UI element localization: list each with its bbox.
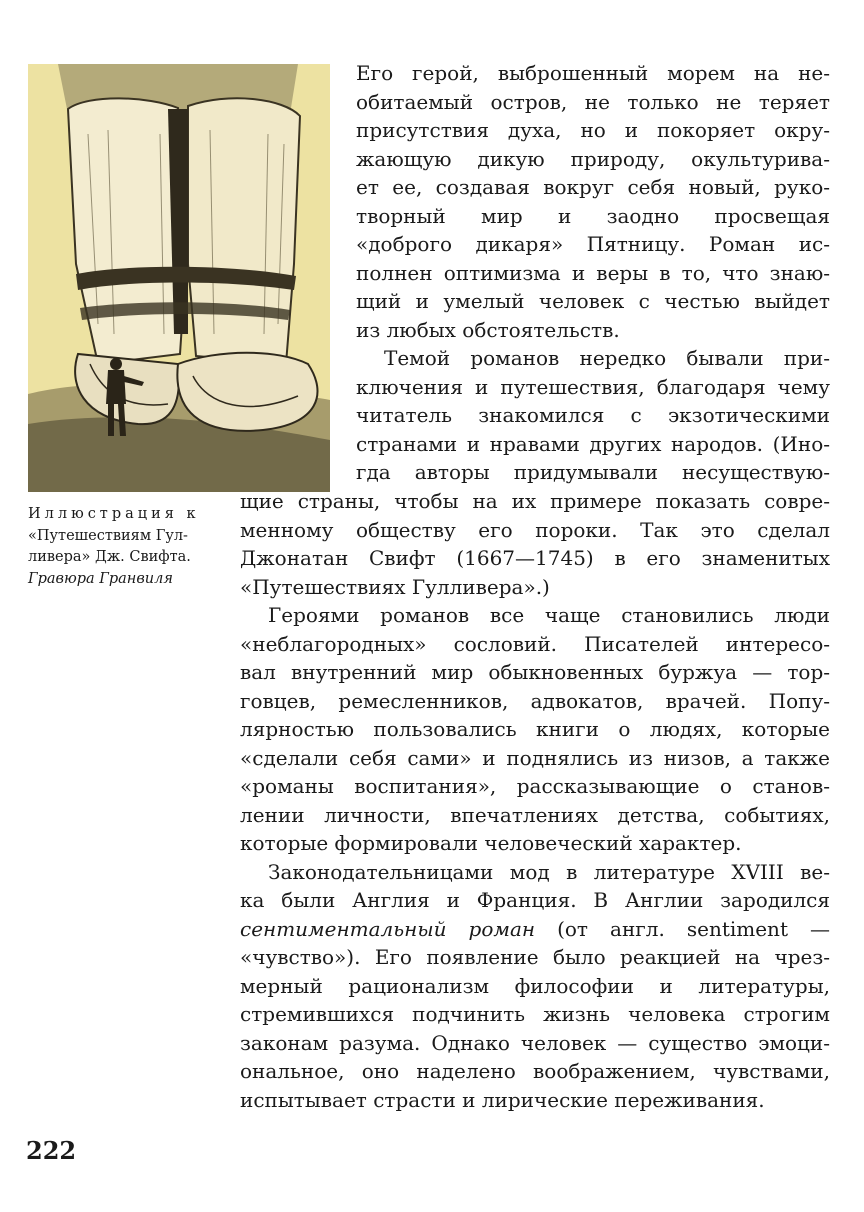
caption-line: «Путешествиям Гул- (28, 527, 188, 544)
text-line: «Путешествиях Гулливера».) (240, 574, 550, 599)
text-line: «доброго дикаря» Пятницу. Роман ис- (356, 232, 830, 256)
text-line: щий и умелый человек с честью выйдет (356, 289, 830, 313)
text-line: ональное, оно наделено воображением, чувствами, (240, 1059, 830, 1083)
text-line: «романы воспитания», рассказывающие о станов- (240, 774, 830, 798)
text-line: лении личности, впечатлениях детства, событиях, (240, 802, 830, 827)
text-line: щие страны, чтобы на их примере показать совре- (240, 489, 830, 513)
gulliver-illustration (28, 64, 330, 492)
text-line: творный мир и заодно просвещая (356, 203, 830, 228)
text-line: Его герой, выброшенный морем на не- (356, 61, 830, 85)
text-line: «чувство»). Его появление было реакцией на чрез- (240, 945, 830, 969)
text-line (240, 915, 830, 944)
text-line: «сделали себя сами» и поднялись из низов, а также (240, 745, 830, 770)
text-line: читатель знакомился с экзотическими (356, 403, 830, 427)
text-line: ет ее, создавая вокруг себя новый, руко- (356, 175, 830, 199)
text-line: ключения и путешествия, благодаря чему (356, 374, 830, 399)
text-line: Законодательницами мод в литературе XVIII ве- (268, 859, 830, 884)
text-line: из любых обстоятельств. (356, 317, 620, 342)
text-line: жающую дикую природу, окультурива- (356, 146, 830, 171)
body-text-full (240, 487, 830, 1114)
text-line: гда авторы придумывали несуществую- (356, 460, 830, 484)
text-line: испытывает страсти и лирические переживания. (240, 1087, 765, 1112)
caption-credit: Гравюра Гранвиля (28, 570, 173, 587)
caption-line: Иллюстрация к (28, 506, 200, 522)
illustration-caption (28, 504, 232, 590)
text-fragment: (от англ. sentiment — (535, 916, 830, 941)
text-line: менному обществу его пороки. Так это сделал (240, 517, 830, 542)
caption-line: ливера» Дж. Свифта. (28, 549, 191, 565)
italic-term: сентиментальный роман (240, 916, 536, 941)
text-line: мерный рационализм философии и литературы, (240, 973, 830, 998)
text-line: «неблагородных» сословий. Писателей интересо- (240, 631, 830, 656)
text-line: стремившихся подчинить жизнь человека строгим (240, 1002, 830, 1026)
text-line: которые формировали человеческий характер. (240, 831, 742, 855)
text-line: присутствия духа, но и покоряет окру- (356, 118, 830, 142)
page-number: 222 (26, 1136, 77, 1165)
text-line: говцев, ремесленников, адвокатов, врачей. Попу- (240, 688, 830, 713)
text-line: Героями романов все чаще становились люди (268, 603, 830, 627)
text-line: вал внутренний мир обыкновенных буржуа — тор- (240, 660, 830, 684)
text-line: обитаемый остров, не только не теряет (356, 89, 830, 114)
text-line: лярностью пользовались книги о людях, которые (240, 717, 830, 741)
text-line: полнен оптимизма и веры в то, что знаю- (356, 260, 830, 285)
text-line: странами и нравами других народов. (Ино- (356, 431, 830, 456)
body-text-column (356, 59, 830, 487)
text-line: Джонатан Свифт (1667—1745) в его знаменитых (240, 546, 830, 570)
text-line: ка были Англия и Франция. В Англии зародился (240, 888, 830, 912)
text-line: законам разума. Однако человек — существо эмоци- (240, 1030, 830, 1055)
text-line: Темой романов нередко бывали при- (384, 346, 830, 370)
